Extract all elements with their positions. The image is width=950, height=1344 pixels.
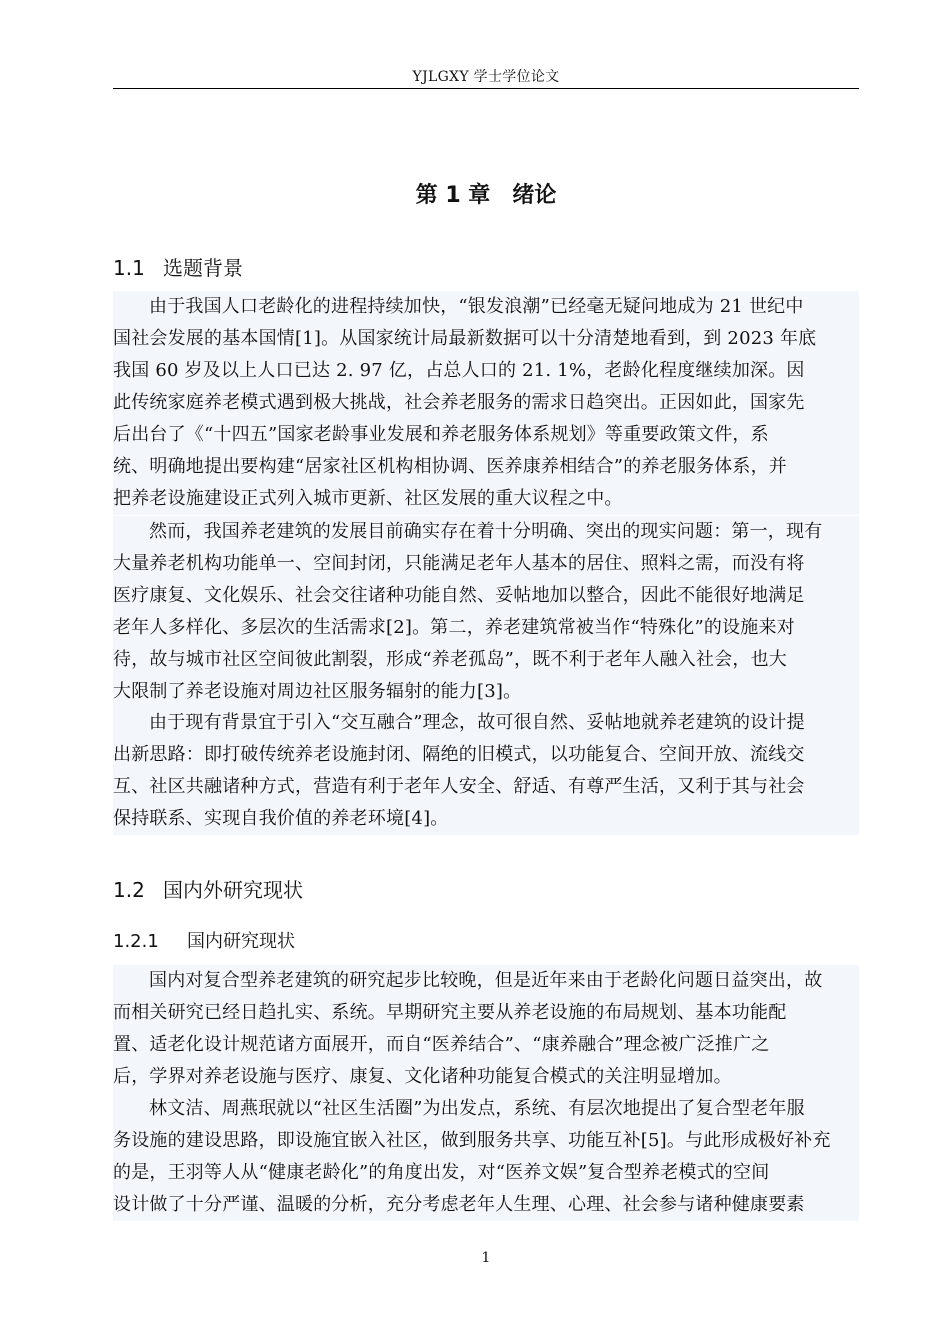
paragraph-approach: [113, 707, 859, 835]
text-line: 我国 60 岁及以上人口已达 2. 97 亿，占总人口的 21. 1%，老龄化程度继续加深。因: [113, 355, 859, 387]
section-heading-1-2: [113, 874, 303, 903]
text-line: 国内对复合型养老建筑的研究起步比较晚，但是近年来由于老龄化问题日益突出，故: [113, 965, 859, 997]
paragraph-domestic-overview: [113, 965, 859, 1093]
text-line: 互、社区共融诸种方式，营造有利于老年人安全、舒适、有尊严生活，又利于其与社会: [113, 771, 859, 803]
text-line: 后出台了《“十四五”国家老龄事业发展和养老服务体系规划》等重要政策文件，系: [113, 419, 859, 451]
text-line: 保持联系、实现自我价值的养老环境[4]。: [113, 803, 859, 835]
page-number: 1: [481, 1250, 491, 1266]
text-line: 由于现有背景宜于引入“交互融合”理念，故可很自然、妥帖地就养老建筑的设计提: [113, 707, 859, 739]
text-line: 的是，王羽等人从“健康老龄化”的角度出发，对“医养文娱”复合型养老模式的空间: [113, 1157, 859, 1189]
text-line: 把养老设施建设正式列入城市更新、社区发展的重大议程之中。: [113, 483, 859, 515]
text-line: 国社会发展的基本国情[1]。从国家统计局最新数据可以十分清楚地看到，到 2023 年底: [113, 323, 859, 355]
section-heading-1-1: [113, 252, 243, 281]
running-header: YJLGXY 学士学位论文: [412, 69, 560, 85]
paragraph-problems: [113, 516, 859, 708]
text-line: 出新思路：即打破传统养老设施封闭、隔绝的旧模式，以功能复合、空间开放、流线交: [113, 739, 859, 771]
paragraph-literature: [113, 1093, 859, 1221]
text-line: 待，故与城市社区空间彼此割裂，形成“养老孤岛”，既不利于老年人融入社会，也大: [113, 644, 859, 676]
section-title: 选题背景: [163, 256, 243, 280]
text-line: 老年人多样化、多层次的生活需求[2]。第二，养老建筑常被当作“特殊化”的设施来对: [113, 612, 859, 644]
text-line: 大量养老机构功能单一、空间封闭，只能满足老年人基本的居住、照料之需，而没有将: [113, 548, 859, 580]
text-line: 由于我国人口老龄化的进程持续加快，“银发浪潮”已经毫无疑问地成为 21 世纪中: [113, 291, 859, 323]
header-rule: [113, 88, 859, 89]
subsection-title: 国内研究现状: [187, 931, 295, 952]
text-line: 然而，我国养老建筑的发展目前确实存在着十分明确、突出的现实问题：第一，现有: [113, 516, 859, 548]
text-line: 统、明确地提出要构建“居家社区机构相协调、医养康养相结合”的养老服务体系，并: [113, 451, 859, 483]
text-line: 置、适老化设计规范诸方面展开，而自“医养结合”、“康养融合”理念被广泛推广之: [113, 1029, 859, 1061]
text-line: 设计做了十分严谨、温暖的分析，充分考虑老年人生理、心理、社会参与诸种健康要素: [113, 1189, 859, 1221]
paragraph-background: [113, 291, 859, 515]
text-line: 后，学界对养老设施与医疗、康复、文化诸种功能复合模式的关注明显增加。: [113, 1061, 859, 1093]
text-line: 而相关研究已经日趋扎实、系统。早期研究主要从养老设施的布局规划、基本功能配: [113, 997, 859, 1029]
section-title: 国内外研究现状: [163, 878, 303, 902]
chapter-number: 第 1 章: [415, 183, 491, 208]
text-line: 此传统家庭养老模式遇到极大挑战，社会养老服务的需求日趋突出。正因如此，国家先: [113, 387, 859, 419]
text-line: 务设施的建设思路，即设施宜嵌入社区，做到服务共享、功能互补[5]。与此形成极好补充: [113, 1125, 859, 1157]
chapter-title: 绪论: [512, 183, 557, 208]
text-line: 医疗康复、文化娱乐、社会交往诸种功能自然、妥帖地加以整合，因此不能很好地满足: [113, 580, 859, 612]
text-line: 林文洁、周燕珉就以“社区生活圈”为出发点，系统、有层次地提出了复合型老年服: [113, 1093, 859, 1125]
section-number: 1.1: [113, 256, 145, 280]
chapter-heading: [113, 178, 859, 209]
section-number: 1.2: [113, 878, 145, 902]
subsection-number: 1.2.1: [113, 931, 159, 952]
text-line: 大限制了养老设施对周边社区服务辐射的能力[3]。: [113, 676, 859, 708]
subsection-heading-1-2-1: [113, 927, 295, 953]
